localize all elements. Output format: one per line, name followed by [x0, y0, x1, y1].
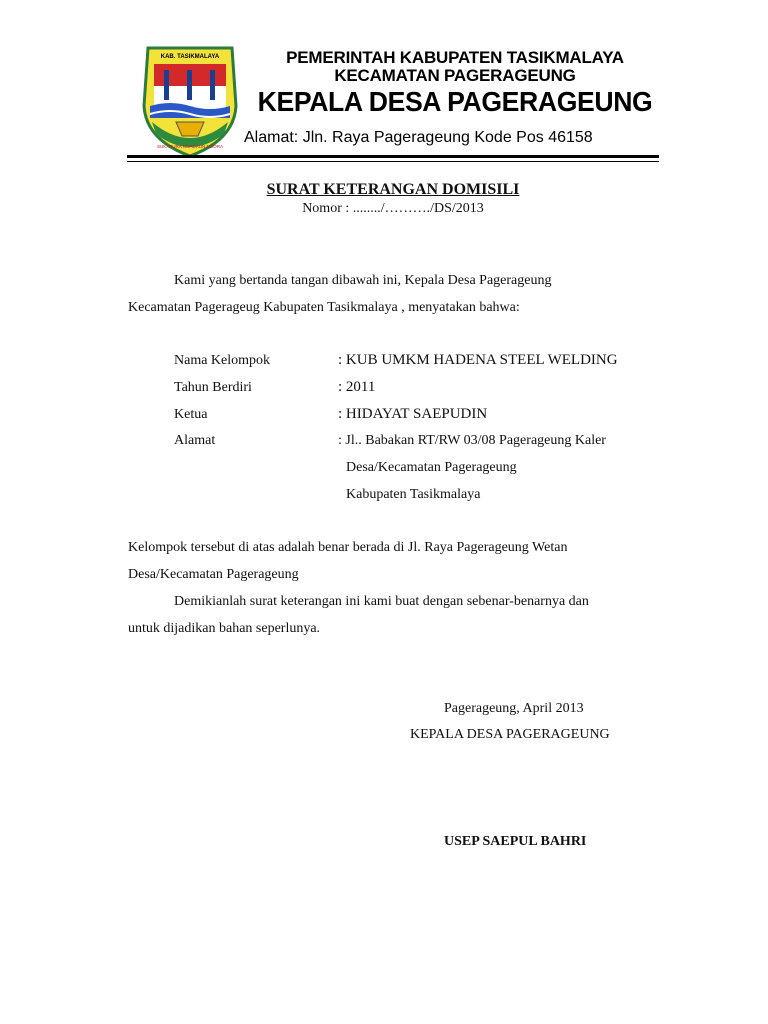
field-value-year: : 2011 [338, 379, 376, 395]
intro-line-2: Kecamatan Pagerageug Kabupaten Tasikmalaya , menyatakan bahwa: [128, 300, 520, 315]
document-number: Nomor : ......../………./DS/2013 [302, 201, 484, 216]
document-title: SURAT KETERANGAN DOMISILI [266, 181, 520, 198]
letterhead-subdistrict: KECAMATAN PAGERAGEUNG [334, 66, 576, 85]
body-p2-line-2: untuk dijadikan bahan seperlunya. [128, 621, 321, 636]
field-value-chairman: : HIDAYAT SAEPUDIN [338, 406, 488, 422]
body-p2-line-1: Demikianlah surat keterangan ini kami buat dengan sebenar-benarnya dan [174, 594, 589, 609]
field-label-group-name: Nama Kelompok [174, 353, 271, 368]
field-label-year: Tahun Berdiri [174, 380, 252, 395]
field-value-address-line-2: Desa/Kecamatan Pagerageung [346, 460, 517, 475]
regency-emblem-logo [140, 44, 240, 160]
signature-name: USEP SAEPUL BAHRI [444, 834, 587, 849]
signature-position: KEPALA DESA PAGERAGEUNG [410, 727, 610, 742]
field-value-group-name: : KUB UMKM HADENA STEEL WELDING [338, 352, 618, 368]
logo-motto-text: SUKAPURA NGADAUN NGORA [156, 144, 224, 149]
body-p1-line-1: Kelompok tersebut di atas adalah benar berada di Jl. Raya Pagerageung Wetan [128, 540, 568, 555]
letterhead-government: PEMERINTAH KABUPATEN TASIKMALAYA [286, 48, 624, 67]
letterhead-address: Alamat: Jln. Raya Pagerageung Kode Pos 46158 [244, 129, 593, 146]
field-value-address: : Jl.. Babakan RT/RW 03/08 Pagerageung Kaler [338, 433, 606, 448]
logo-top-text: KAB. TASIKMALAYA [160, 54, 220, 60]
field-value-address-line-3: Kabupaten Tasikmalaya [346, 487, 481, 502]
intro-line-1: Kami yang bertanda tangan dibawah ini, Kepala Desa Pagerageung [174, 273, 552, 288]
letterhead-rule-thin [127, 161, 659, 162]
signature-place-date: Pagerageung, April 2013 [444, 701, 584, 716]
field-label-chairman: Ketua [174, 407, 208, 422]
letterhead-village-head: KEPALA DESA PAGERAGEUNG [257, 86, 653, 117]
field-label-address: Alamat [174, 433, 216, 448]
body-p1-line-2: Desa/Kecamatan Pagerageung [128, 567, 299, 582]
letterhead-rule-thick [127, 155, 659, 158]
